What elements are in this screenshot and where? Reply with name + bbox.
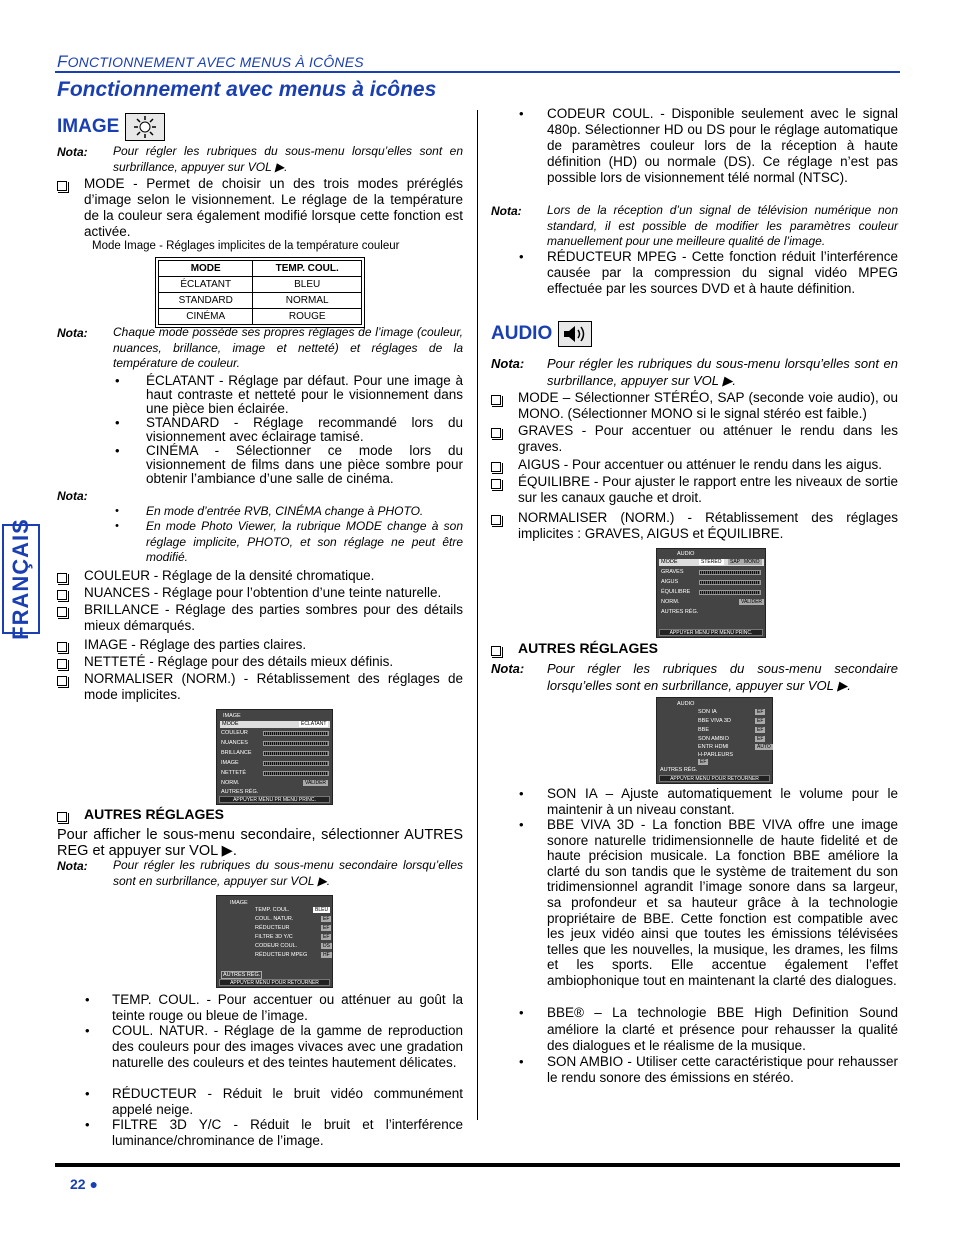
list-item: • ÉCLATANT - Réglage par défaut. Pour une image à haut contraste et netteté pour le visionnement dans une pièce bien éclairée. xyxy=(115,373,463,416)
list-item: • En mode Photo Viewer, la rubrique MODE change à son réglage implicite, PHOTO, et son réglage ne peut être modifié. xyxy=(115,519,463,564)
list-item: • STANDARD - Réglage recommandé lors du visionnement avec éclairage tamisé. xyxy=(115,415,463,444)
check-item: BRILLANCE - Réglage des parties sombres pour des détails mieux démarqués. xyxy=(57,602,463,634)
check-item: COULEUR - Réglage de la densité chromatique. xyxy=(57,568,463,587)
speaker-icon xyxy=(558,321,592,347)
page-title: Fonctionnement avec menus à icônes xyxy=(57,78,437,101)
nota-label: Nota: xyxy=(491,356,525,371)
mode-item: MODE - Permet de choisir un des trois modes préréglés d’image selon le visionnement. Le réglage de la température de la couleur sera également modifié lorsque cette fonction est activée. xyxy=(57,176,463,240)
page-number: 22 ● xyxy=(70,1176,98,1192)
language-tab: FRANÇAIS xyxy=(2,524,40,634)
autres-heading: AUTRES RÉGLAGES xyxy=(491,640,898,659)
audio-title: AUDIO xyxy=(491,323,553,344)
list-item: • CINÉMA - Sélectionner ce mode lors du visionnement de films dans une pièce sombre pour obtenir l’ambiance d’une salle de cinéma. xyxy=(115,443,463,486)
checkbox-icon xyxy=(491,395,501,405)
autres-text: Pour afficher le sous-menu secondaire, sélectionner AUTRES REG et appuyer sur VOL ▶. xyxy=(57,827,463,859)
checkbox-icon xyxy=(491,646,501,656)
checkbox-icon xyxy=(491,428,501,438)
audio-submenu-screenshot: AUDIO SON IA EF BBE VIVA 3D EF BBE EF SON AMBIO EF ENTR HDMI AUTO H-PARLEURS EF AUTRES RÉG. APPUYER MENU POUR RETOURNER xyxy=(656,697,773,784)
nota-label: Nota: xyxy=(491,204,522,218)
brightness-icon xyxy=(125,113,165,141)
checkbox-icon xyxy=(57,659,67,669)
checkbox-icon xyxy=(491,479,501,489)
nota-label: Nota: xyxy=(57,326,88,340)
column-divider xyxy=(477,110,478,1120)
table-caption: Mode Image - Réglages implicites de la température couleur xyxy=(92,240,400,252)
nota-text: Pour régler les rubriques du sous-menu secondaire lorsqu’elles sont en surbrillance, appuyer sur VOL ▶. xyxy=(113,858,463,888)
checkbox-icon xyxy=(57,573,67,583)
temp-table xyxy=(155,257,365,328)
check-item: AIGUS - Pour accentuer ou atténuer le rendu dans les aigus. xyxy=(491,457,898,476)
nota-label: Nota: xyxy=(57,489,88,503)
list-item: • RÉDUCTEUR MPEG - Cette fonction réduit l’interférence causée par la compression du signal vidéo MPEG effectuée par les sources DVD et à haute définition. xyxy=(519,249,898,296)
checkbox-icon xyxy=(57,607,67,617)
list-item: • SON AMBIO - Utiliser cette caractéristique pour rehausser le rendu sonore des émissions en stéréo. xyxy=(519,1054,898,1085)
list-item: • CODEUR COUL. - Disponible seulement avec le signal 480p. Sélectionner HD ou DS pour le réglage automatique de paramètres couleur lors de la réception à haute définition (HD) ou normale (DS). Ce réglage n’est pas possible lors de visionnement télé normal (NTSC). xyxy=(519,106,898,185)
checkbox-icon xyxy=(57,181,67,191)
nota-text: Pour régler les rubriques du sous-menu lorsqu’elles sont en surbrillance, appuyer sur VOL ▶. xyxy=(113,144,463,174)
checkbox-icon xyxy=(57,642,67,652)
running-head: FONCTIONNEMENT AVEC MENUS À ICÔNES xyxy=(57,52,364,71)
table-row: STANDARD NORMAL xyxy=(159,293,362,309)
checkbox-icon xyxy=(57,676,67,686)
check-item: MODE – Sélectionner STÉRÉO, SAP (seconde voie audio), ou MONO. (Sélectionner MONO si le signal stéréo est faible.) xyxy=(491,390,898,422)
image-section-heading xyxy=(57,113,165,141)
table-row: CINÉMA ROUGE xyxy=(159,309,362,325)
check-item: NORMALISER (NORM.) - Rétablissement des réglages de mode implicites. xyxy=(57,671,463,703)
list-item: • BBE® – La technologie BBE High Definition Sound améliore la clarté et présence pour rehausser la qualité des dialogues et le réalisme de la musique. xyxy=(519,1005,898,1053)
checkbox-icon xyxy=(57,812,67,822)
header-rule xyxy=(55,71,900,73)
nota-text: Chaque mode possède ses propres réglages de l’image (couleur, nuances, brillance, image et netteté) et réglages de la température de couleur. xyxy=(113,325,463,370)
list-item: • BBE VIVA 3D - La fonction BBE VIVA offre une image sonore naturelle tridimensionnelle de haute fidelité et de haute précision musicale. La fonction BBE améliore la clarté du son tandis que le système de traitement du son tridimensionnel agrandit l’image sonore dans sa largeur, sa profondeur et sa hauteur grâce à la technologie propriétaire de BBE. Cette fonction est compatible avec les jeux vidéo ainsi que toutes les émissions télévisées telles que les nouvelles, la musique, les drames, les films et les sports. Elle accentue également l’effet ambiophonique tout en maintenant la clarté des dialogues. xyxy=(519,817,898,988)
table-header-cell: MODE xyxy=(159,261,253,277)
check-item: NUANCES - Réglage pour l’obtention d’une teinte naturelle. xyxy=(57,585,463,604)
list-item: • RÉDUCTEUR - Réduit le bruit vidéo communément appelé neige. xyxy=(85,1086,463,1117)
nota-text: Pour régler les rubriques du sous-menu lorsqu’elles sont en surbrillance, appuyer sur VOL ▶. xyxy=(547,356,898,388)
check-item: NETTETÉ - Réglage pour des détails mieux définis. xyxy=(57,654,463,673)
nota-label: Nota: xyxy=(57,859,88,873)
list-item: • En mode d’entrée RVB, CINÉMA change à PHOTO. xyxy=(115,504,424,518)
table-header-cell: TEMP. COUL. xyxy=(253,261,362,277)
image-menu-screenshot: IMAGE MODE ÉCLATANT COULEUR NUANCES BRILLANCE IMAGE NETTETÉ NORM. VALIDER AUTRES RÉG. APPUYER MENU PR MENU PRINC. xyxy=(216,709,333,805)
nota-text: Lors de la réception d’un signal de télévision numérique non standard, il est possible de modifier les paramètres couleur manuellement pour une meilleure qualité de l’image. xyxy=(547,203,898,248)
list-item: • FILTRE 3D Y/C - Réduit le bruit et l’interférence luminance/chrominance de l’image. xyxy=(85,1117,463,1148)
checkbox-icon xyxy=(57,590,67,600)
check-item: IMAGE - Réglage des parties claires. xyxy=(57,637,463,656)
list-item: • COUL. NATUR. - Réglage de la gamme de reproduction des couleurs pour des images vivaces avec une gradation naturelle des couleurs et des teintes hautement délicates. xyxy=(85,1023,463,1070)
image-title: IMAGE xyxy=(57,116,120,137)
table-row: ÉCLATANT BLEU xyxy=(159,277,362,293)
audio-menu-screenshot: AUDIO MODE STÉRÉO SAP MONO GRAVES AIGUS ÉQUILIBRE NORM. VALIDER AUTRES RÉG. APPUYER MENU PR MENU PRINC. xyxy=(656,548,766,638)
list-item: • SON IA – Ajuste automatiquement le volume pour le maintenir à un niveau constant. xyxy=(519,786,898,817)
audio-section-heading xyxy=(491,321,592,347)
list-item: • TEMP. COUL. - Pour accentuer ou atténuer au goût la teinte rouge ou bleue de l’image. xyxy=(85,992,463,1023)
nota-label: Nota: xyxy=(57,145,88,159)
nota-label: Nota: xyxy=(491,661,525,676)
footer-rule xyxy=(55,1163,900,1167)
check-item: NORMALISER (NORM.) - Rétablissement des réglages implicites : GRAVES, AIGUS et ÉQUILIBRE. xyxy=(491,510,898,542)
checkbox-icon xyxy=(491,515,501,525)
check-item: GRAVES - Pour accentuer ou atténuer le rendu dans les graves. xyxy=(491,423,898,455)
image-submenu-screenshot: IMAGE TEMP. COUL. BLEU COUL. NATUR. EF RÉDUCTEUR EF FILTRE 3D Y/C EF CODEUR COUL. DS RÉDUCTEUR MPEG HF AUTRES RÉG. APPUYER MENU POUR RETOURNER xyxy=(216,895,333,988)
check-item: ÉQUILIBRE - Pour ajuster le rapport entre les niveaux de sortie sur les canaux gauche et droit. xyxy=(491,474,898,506)
checkbox-icon xyxy=(491,462,501,472)
nota-text: Pour régler les rubriques du sous-menu secondaire lorsqu’elles sont en surbrillance, appuyer sur VOL ▶. xyxy=(547,661,898,693)
autres-heading: AUTRES RÉGLAGES xyxy=(57,806,463,825)
